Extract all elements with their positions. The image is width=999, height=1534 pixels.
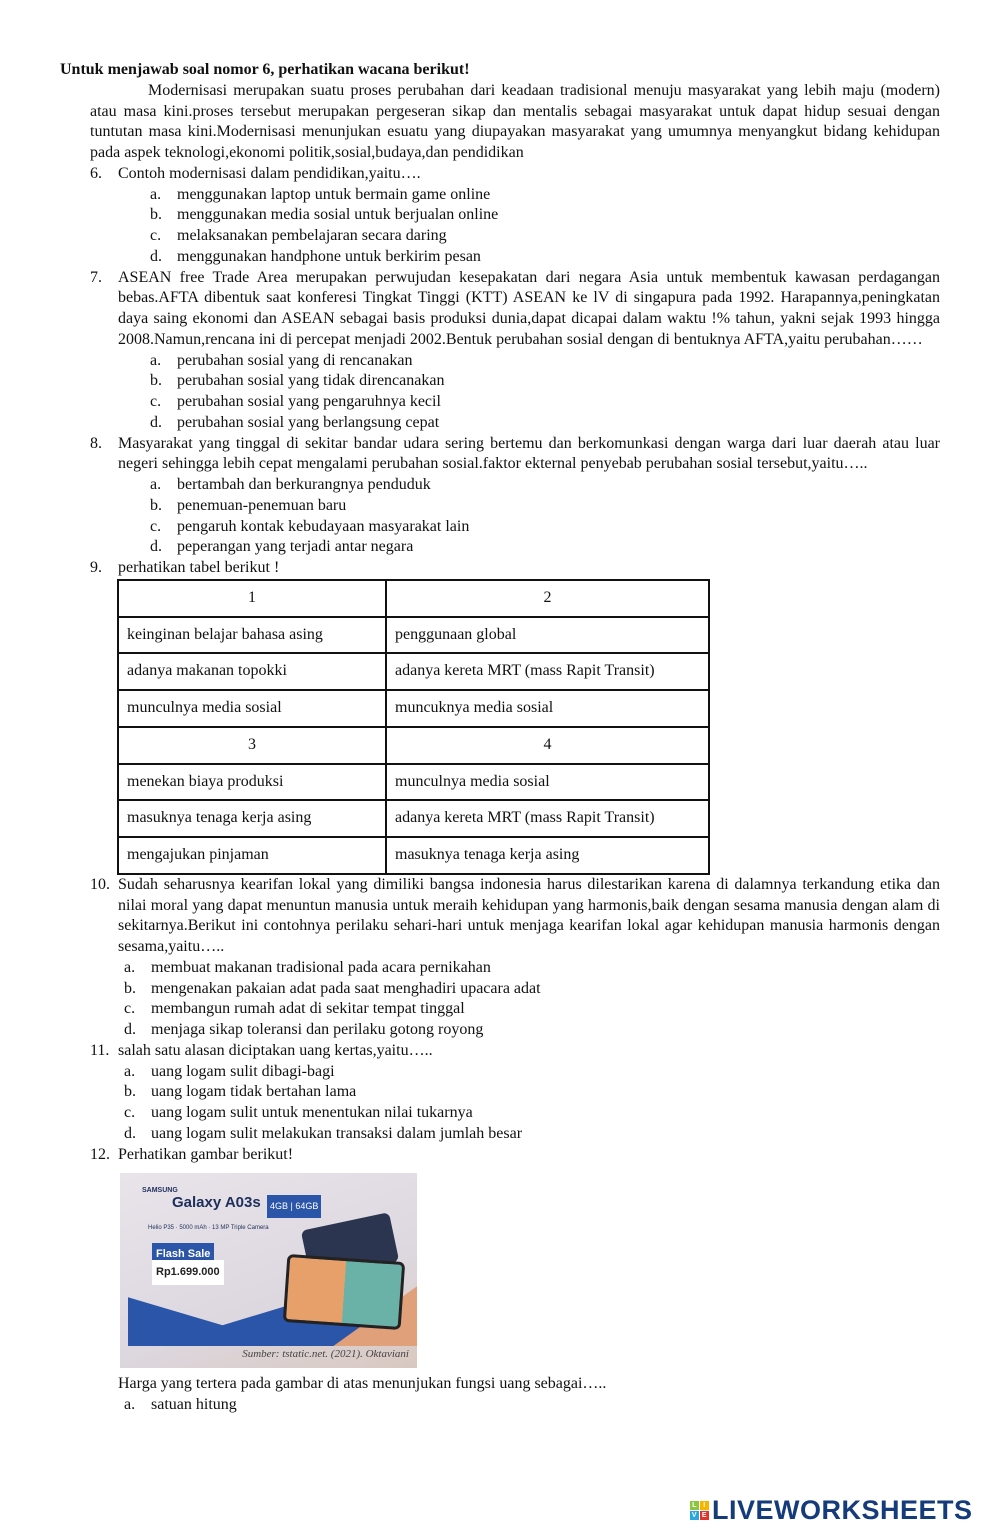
option-text: menggunakan handphone untuk berkirim pesan bbox=[177, 247, 481, 265]
table-row bbox=[118, 764, 709, 801]
option-letter: d. bbox=[150, 413, 162, 431]
option-letter: b. bbox=[124, 979, 136, 997]
answer-option[interactable] bbox=[150, 475, 999, 496]
question-text: Masyarakat yang tinggal di sekitar bandar udara sering bertemu dan berkomunkasi dengan warga dari luar daerah atau luar negeri sehingga lebih cepat mengalami perubahan sosial.faktor ekternal penyebab perubahan sosial tersebut,yaitu….. bbox=[118, 434, 940, 473]
option-letter: d. bbox=[150, 538, 162, 556]
option-letter: c. bbox=[150, 517, 162, 535]
option-text: uang logam tidak bertahan lama bbox=[151, 1083, 357, 1101]
question-text: Perhatikan gambar berikut! bbox=[118, 1145, 294, 1163]
options-list bbox=[124, 1062, 999, 1145]
answer-option[interactable] bbox=[150, 392, 999, 413]
answer-option[interactable] bbox=[150, 247, 999, 268]
heading: Untuk menjawab soal nomor 6, perhatikan wacana berikut! bbox=[60, 61, 470, 78]
answer-option[interactable] bbox=[124, 979, 999, 1000]
table-cell: keinginan belajar bahasa asing bbox=[118, 617, 386, 654]
answer-option[interactable] bbox=[150, 496, 999, 517]
option-text: perubahan sosial yang pengaruhnya kecil bbox=[177, 393, 441, 410]
options-list bbox=[124, 1395, 999, 1416]
question-number: 6. bbox=[90, 164, 102, 182]
table-cell: penggunaan global bbox=[386, 617, 709, 654]
option-text: penemuan-penemuan baru bbox=[177, 496, 347, 514]
option-text: membuat makanan tradisional pada acara pernikahan bbox=[151, 958, 491, 976]
options-list bbox=[150, 351, 999, 434]
answer-option[interactable] bbox=[124, 1020, 999, 1041]
option-text: perubahan sosial yang di rencanakan bbox=[177, 351, 413, 369]
table-cell: 1 bbox=[118, 580, 386, 617]
option-letter: b. bbox=[150, 206, 162, 224]
question-12 bbox=[90, 1145, 940, 1166]
answer-option[interactable] bbox=[124, 999, 999, 1020]
table-row bbox=[118, 617, 709, 654]
option-letter: d. bbox=[124, 1124, 136, 1142]
table-cell: adanya kereta MRT (mass Rapit Transit) bbox=[386, 800, 709, 837]
answer-option[interactable] bbox=[124, 1395, 999, 1416]
question-text: Contoh modernisasi dalam pendidikan,yaitu…. bbox=[118, 164, 421, 182]
answer-option[interactable] bbox=[124, 1082, 999, 1103]
option-letter: c. bbox=[124, 1000, 136, 1018]
option-text: bertambah dan berkurangnya penduduk bbox=[177, 476, 431, 493]
answer-option[interactable] bbox=[150, 185, 999, 206]
option-text: mengenakan pakaian adat pada saat menghadiri upacara adat bbox=[151, 979, 541, 997]
option-text: pengaruh kontak kebudayaan masyarakat lain bbox=[177, 517, 470, 535]
question-number: 8. bbox=[90, 434, 102, 452]
passage: Modernisasi merupakan suatu proses perubahan dari keadaan tradisional menuju masyarakat yang lebih maju (modern) atau masa kini.proses tersebut merupakan pergeseran sikap dan mentalis sebagai masyarakat untuk dapat hidup sesuai dengan tuntutan masa kini.Modernisasi menunjukan esuatu yang diupayakan masyarakat yang umumnya menyangkut bidang kehidupan pada aspek teknologi,ekonomi politik,sosial,budaya,dan pendidikan bbox=[90, 81, 940, 161]
table-cell: 3 bbox=[118, 727, 386, 764]
table-cell: adanya kereta MRT (mass Rapit Transit) bbox=[386, 653, 709, 690]
table-cell: adanya makanan topokki bbox=[118, 653, 386, 690]
product-ad-image: SAMSUNG Galaxy A03s 4GB | 64GB Helio P35 · 5000 mAh · 13 MP Triple Camera Flash Sale Rp1.699.000 Sumber: tstatic.net. (2021). Oktaviani bbox=[120, 1173, 417, 1368]
option-text: perubahan sosial yang tidak direncanakan bbox=[177, 372, 445, 390]
options-list bbox=[150, 475, 999, 558]
worksheet-page bbox=[0, 60, 999, 1416]
option-text: menggunakan media sosial untuk berjualan online bbox=[177, 206, 499, 224]
liveworksheets-logo: L I V E LIVEWORKSHEETS bbox=[691, 1495, 973, 1525]
option-text: uang logam sulit melakukan transaksi dalam jumlah besar bbox=[151, 1124, 523, 1142]
option-letter: a. bbox=[124, 1062, 136, 1080]
question-text: Sudah seharusnya kearifan lokal yang dimiliki bangsa indonesia harus dilestarikan karena di dalamnya terkandung etika dan nilai moral yang dapat menuntun manusia untuk meraih kehidupan yang harmonis,baik dengan sesama manusia dengan alam di sekitarnya.Berikut ini contohnya perilaku sehari-hari untuk menjaga kearifan lokal agar kehidupan manusia harmonis dengan sesama,yaitu….. bbox=[118, 875, 940, 955]
option-text: peperangan yang terjadi antar negara bbox=[177, 538, 414, 556]
answer-option[interactable] bbox=[150, 226, 999, 247]
option-letter: a. bbox=[124, 958, 136, 976]
option-letter: b. bbox=[150, 496, 162, 514]
answer-option[interactable] bbox=[150, 371, 999, 392]
option-text: perubahan sosial yang berlangsung cepat bbox=[177, 413, 440, 431]
option-letter: b. bbox=[150, 372, 162, 390]
comparison-table bbox=[117, 579, 710, 875]
table-cell: menekan biaya produksi bbox=[118, 764, 386, 801]
option-text: melaksanakan pembelajaran secara daring bbox=[177, 227, 447, 244]
phone-picture bbox=[283, 1254, 405, 1330]
answer-option[interactable] bbox=[150, 537, 999, 558]
answer-option[interactable] bbox=[124, 958, 999, 979]
option-text: membangun rumah adat di sekitar tempat tinggal bbox=[151, 1000, 465, 1018]
option-letter: b. bbox=[124, 1083, 136, 1101]
question-number: 10. bbox=[90, 875, 110, 893]
question-text: salah satu alasan diciptakan uang kertas,yaitu….. bbox=[118, 1041, 433, 1059]
answer-option[interactable] bbox=[124, 1062, 999, 1083]
price-label: Rp1.699.000 bbox=[152, 1260, 224, 1285]
option-text: satuan hitung bbox=[151, 1396, 237, 1413]
image-source: Sumber: tstatic.net. (2021). Oktaviani bbox=[242, 1347, 409, 1360]
answer-option[interactable] bbox=[124, 1103, 999, 1124]
option-letter: a. bbox=[150, 351, 162, 369]
table-row bbox=[118, 800, 709, 837]
option-letter: c. bbox=[124, 1104, 136, 1121]
table-cell: mengajukan pinjaman bbox=[118, 837, 386, 874]
table-row bbox=[118, 727, 709, 764]
question-text: perhatikan tabel berikut ! bbox=[118, 559, 280, 576]
option-letter: d. bbox=[150, 247, 162, 265]
table-cell: munculnya media sosial bbox=[386, 764, 709, 801]
option-letter: d. bbox=[124, 1021, 136, 1038]
answer-option[interactable] bbox=[150, 413, 999, 434]
image-caption: Harga yang tertera pada gambar di atas menunjukan fungsi uang sebagai….. bbox=[118, 1375, 607, 1393]
question-number: 7. bbox=[90, 268, 102, 286]
option-letter: c. bbox=[150, 227, 162, 244]
question-number: 12. bbox=[90, 1145, 110, 1163]
question-7 bbox=[90, 268, 940, 351]
table-row bbox=[118, 580, 709, 617]
option-letter: c. bbox=[150, 393, 162, 410]
table-cell: masuknya tenaga kerja asing bbox=[118, 800, 386, 837]
option-text: uang logam sulit dibagi-bagi bbox=[151, 1062, 335, 1080]
table-row bbox=[118, 653, 709, 690]
question-8 bbox=[90, 434, 940, 476]
answer-option[interactable] bbox=[150, 517, 999, 538]
question-6 bbox=[90, 164, 940, 185]
table-cell: 4 bbox=[386, 727, 709, 764]
table-cell: masuknya tenaga kerja asing bbox=[386, 837, 709, 874]
question-9 bbox=[90, 558, 940, 579]
answer-option[interactable] bbox=[150, 351, 999, 372]
table-cell: munculnya media sosial bbox=[118, 690, 386, 727]
option-text: uang logam sulit untuk menentukan nilai tukarnya bbox=[151, 1104, 473, 1121]
table-cell: 2 bbox=[386, 580, 709, 617]
option-text: menggunakan laptop untuk bermain game online bbox=[177, 185, 491, 203]
answer-option[interactable] bbox=[150, 205, 999, 226]
option-letter: a. bbox=[150, 185, 162, 203]
question-11 bbox=[90, 1041, 940, 1062]
options-list bbox=[150, 185, 999, 268]
option-letter: a. bbox=[124, 1396, 136, 1413]
logo-icon: L I V E bbox=[691, 1502, 708, 1519]
options-list bbox=[124, 958, 999, 1041]
option-letter: a. bbox=[150, 476, 162, 493]
table-cell: muncuknya media sosial bbox=[386, 690, 709, 727]
answer-option[interactable] bbox=[124, 1124, 999, 1145]
table-row bbox=[118, 837, 709, 874]
question-text: ASEAN free Trade Area merupakan perwujudan kesepakatan dari negara Asia untuk membentuk kawasan perdagangan bebas.AFTA dibentuk saat konferesi Tingkat Tinggi (KTT) ASEAN ke lV di singapura pada 1992. Harapannya,peningkatan daya saing ekonomi dan ASEAN sebagai basis produksi dunia,dapat dicapai dalam waktu !% tahun, yakni sejak 1993 hingga 2008.Namun,rencana ini di percepat menjadi 2002.Bentuk perubahan sosial dengan di bentuknya AFTA,yaitu perubahan…… bbox=[118, 268, 940, 348]
question-number: 9. bbox=[90, 559, 102, 576]
option-text: menjaga sikap toleransi dan perilaku gotong royong bbox=[151, 1021, 484, 1038]
table-row bbox=[118, 690, 709, 727]
question-10 bbox=[90, 875, 940, 958]
question-number: 11. bbox=[90, 1041, 110, 1059]
